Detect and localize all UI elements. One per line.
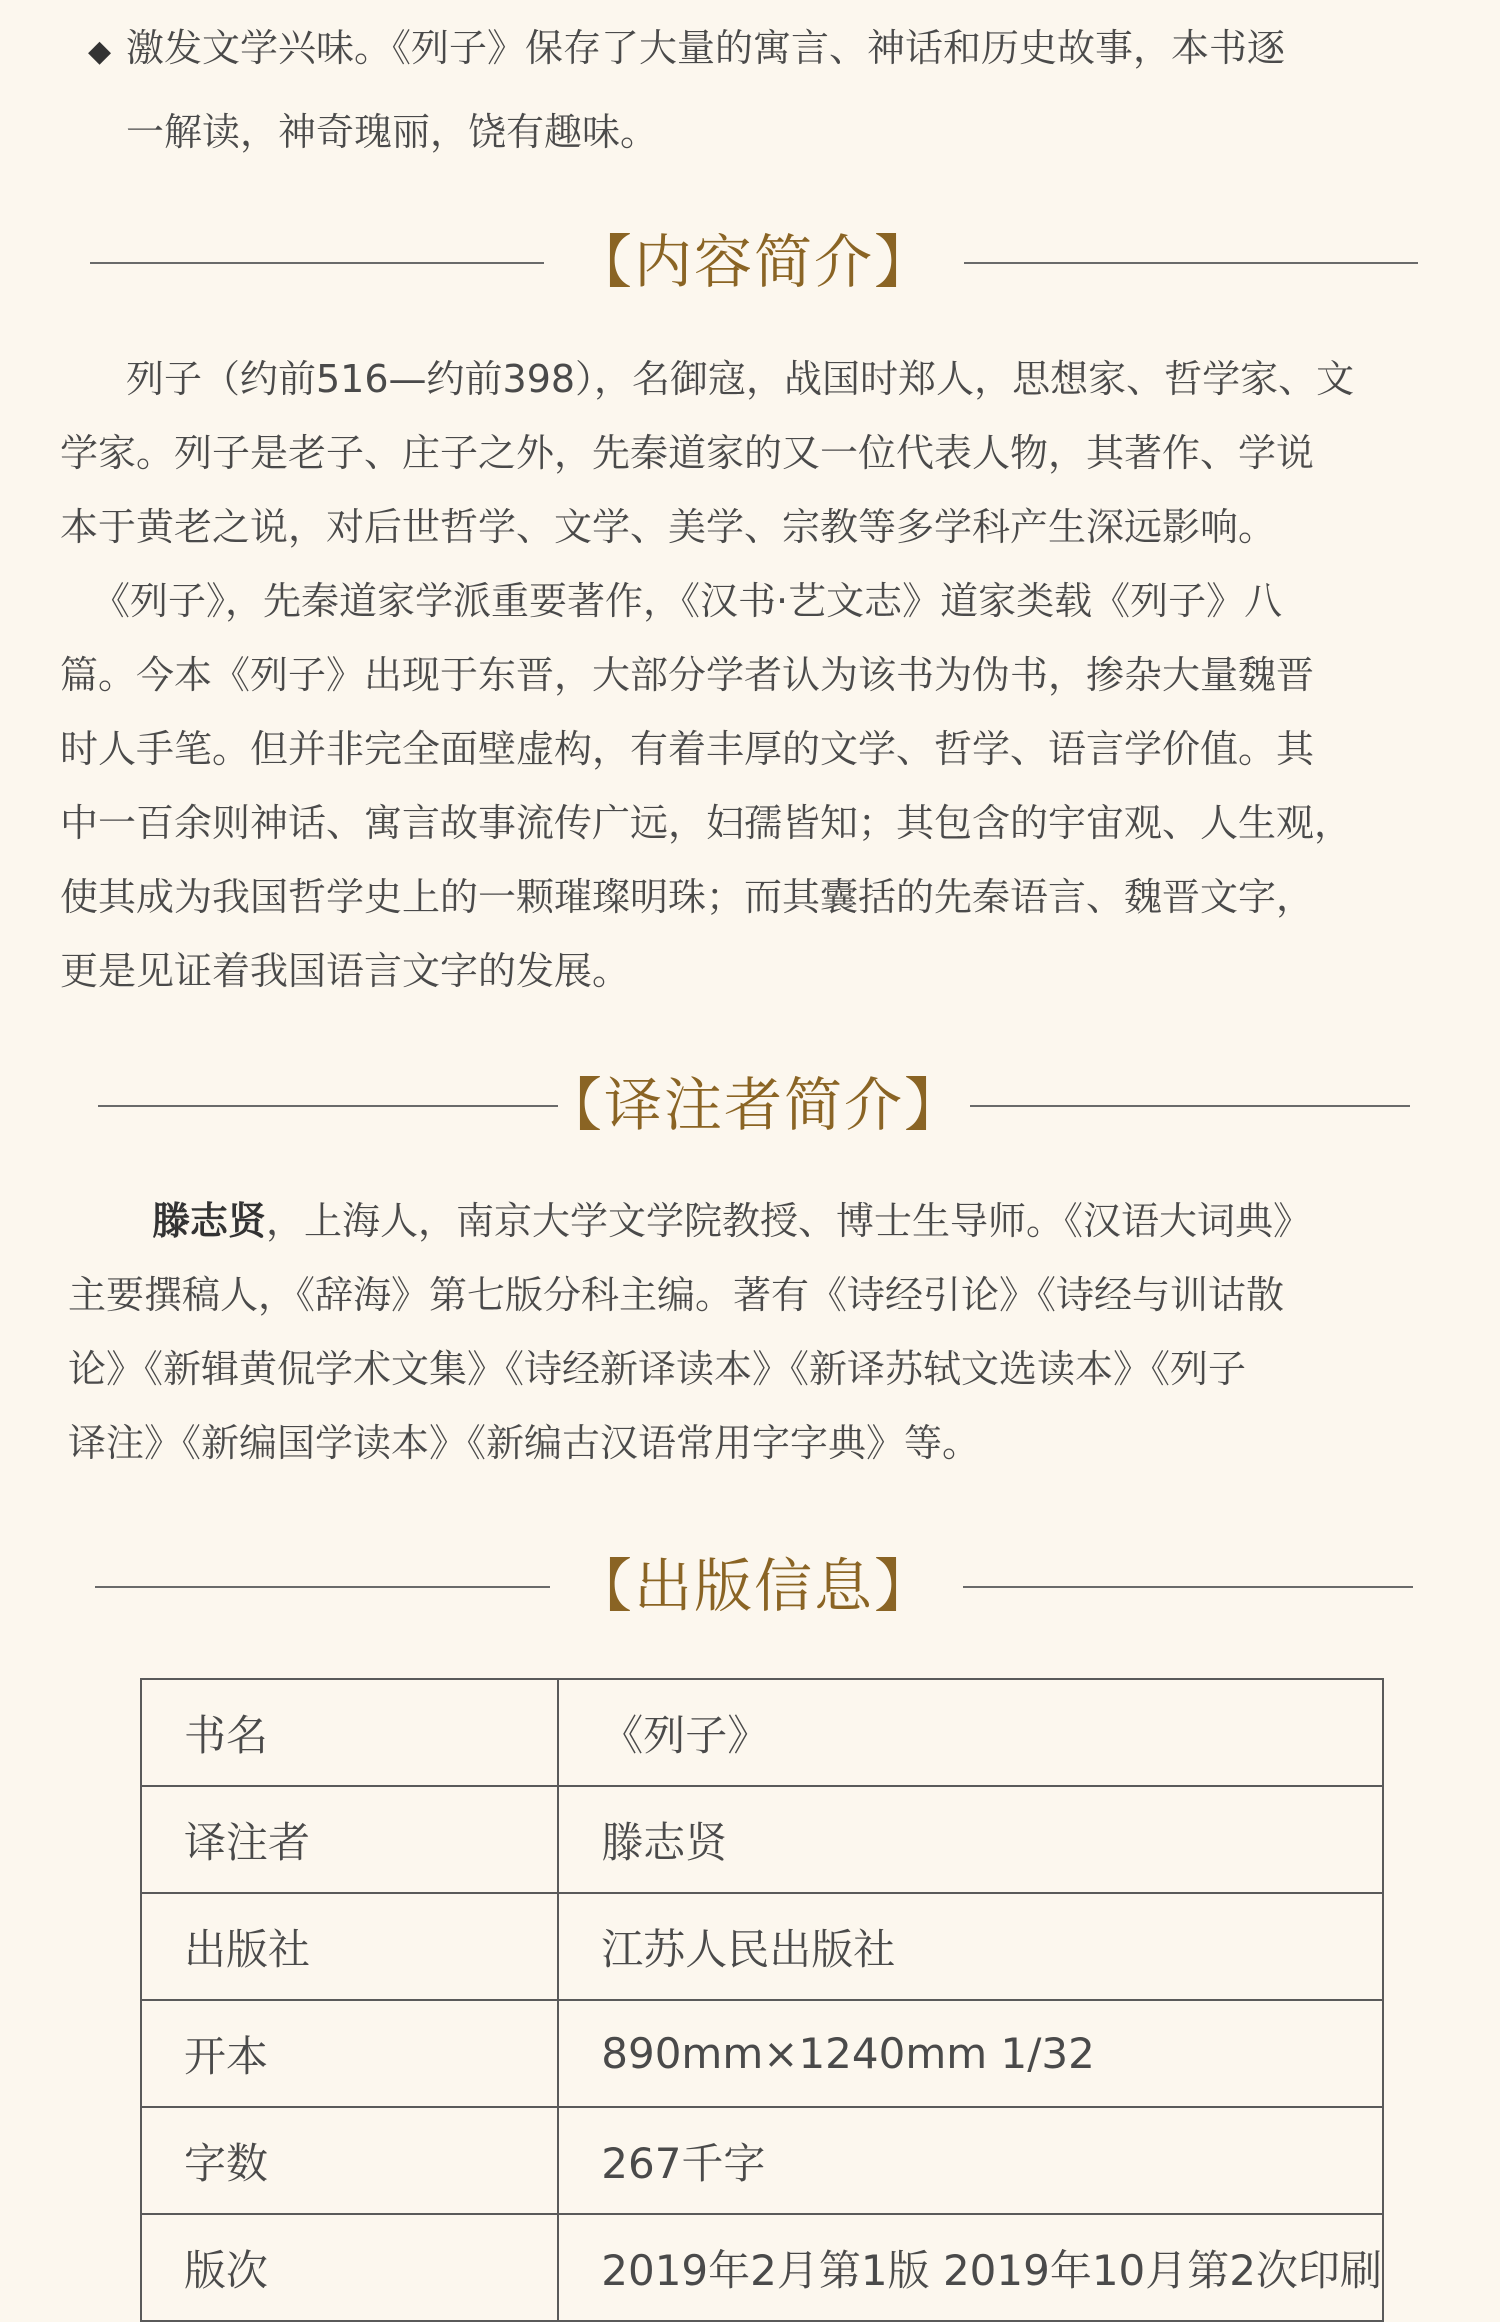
text-line: 中一百余则神话、寓言故事流传广远，妇孺皆知；其包含的宇宙观、人生观， bbox=[60, 801, 1353, 845]
text-line: 篇。今本《列子》出现于东晋，大部分学者认为该书为伪书，掺杂大量魏晋 bbox=[60, 653, 1315, 697]
feature-bullet bbox=[88, 8, 1428, 172]
row-value: 890mm×1240mm 1/32 bbox=[558, 2000, 1383, 2107]
section-title: 【出版信息】 bbox=[573, 1552, 934, 1620]
feature-text-2: 一解读，神奇瑰丽，饶有趣味。 bbox=[126, 110, 659, 154]
row-value: 2019年2月第1版 2019年10月第2次印刷 bbox=[558, 2214, 1383, 2321]
row-label: 字数 bbox=[141, 2107, 558, 2214]
row-label: 译注者 bbox=[141, 1786, 558, 1893]
section-title: 【译注者简介】 bbox=[543, 1071, 964, 1139]
content-intro-text bbox=[60, 342, 1470, 1008]
table-row bbox=[141, 2214, 1383, 2321]
table-row bbox=[141, 1679, 1383, 1786]
translator-line1: ，上海人，南京大学文学院教授、博士生导师。《汉语大词典》 bbox=[266, 1199, 1312, 1243]
publication-info-table bbox=[140, 1678, 1384, 2322]
row-label: 版次 bbox=[141, 2214, 558, 2321]
text-line bbox=[68, 1184, 1468, 1258]
text-line: 使其成为我国哲学史上的一颗璀璨明珠；而其囊括的先秦语言、魏晋文字， bbox=[60, 875, 1315, 919]
text-line: 《列子》，先秦道家学派重要著作，《汉书·艺文志》道家类载《列子》八 bbox=[92, 579, 1283, 623]
row-label: 出版社 bbox=[141, 1893, 558, 2000]
table-row bbox=[141, 1786, 1383, 1893]
table-row bbox=[141, 1893, 1383, 2000]
translator-intro-text bbox=[68, 1184, 1468, 1480]
section-title: 【内容简介】 bbox=[573, 228, 934, 296]
translator-intro-heading bbox=[90, 1065, 1418, 1145]
row-label: 书名 bbox=[141, 1679, 558, 1786]
table-row bbox=[141, 2107, 1383, 2214]
text-line: 译注》《新编国学读本》《新编古汉语常用字字典》等。 bbox=[68, 1421, 981, 1465]
row-value: 267千字 bbox=[558, 2107, 1383, 2214]
text-line: 列子（约前516—约前398），名御寇，战国时郑人，思想家、哲学家、文 bbox=[126, 357, 1355, 401]
text-line: 学家。列子是老子、庄子之外，先秦道家的又一位代表人物，其著作、学说 bbox=[60, 431, 1315, 475]
text-line: 主要撰稿人，《辞海》第七版分科主编。著有《诗经引论》《诗经与训诂散 bbox=[68, 1273, 1285, 1317]
text-line: 时人手笔。但并非完全面壁虚构，有着丰厚的文学、哲学、语言学价值。其 bbox=[60, 727, 1315, 771]
feature-line bbox=[88, 8, 1428, 92]
text-line: 论》《新辑黄侃学术文集》《诗经新译读本》《新译苏轼文选读本》《列子 bbox=[68, 1347, 1247, 1391]
translator-name: 滕志贤 bbox=[152, 1199, 267, 1243]
text-line: 更是见证着我国语言文字的发展。 bbox=[60, 949, 631, 993]
row-label: 开本 bbox=[141, 2000, 558, 2107]
row-value: 滕志贤 bbox=[558, 1786, 1383, 1893]
content-intro-heading bbox=[90, 222, 1418, 302]
feature-text-1: 激发文学兴味。《列子》保存了大量的寓言、神话和历史故事，本书逐 bbox=[126, 26, 1286, 70]
text-line: 本于黄老之说，对后世哲学、文学、美学、宗教等多学科产生深远影响。 bbox=[60, 505, 1277, 549]
row-value: 江苏人民出版社 bbox=[558, 1893, 1383, 2000]
row-value: 《列子》 bbox=[558, 1679, 1383, 1786]
diamond-icon: ◆ bbox=[88, 34, 112, 69]
table-row bbox=[141, 2000, 1383, 2107]
publication-info-heading bbox=[90, 1546, 1418, 1626]
